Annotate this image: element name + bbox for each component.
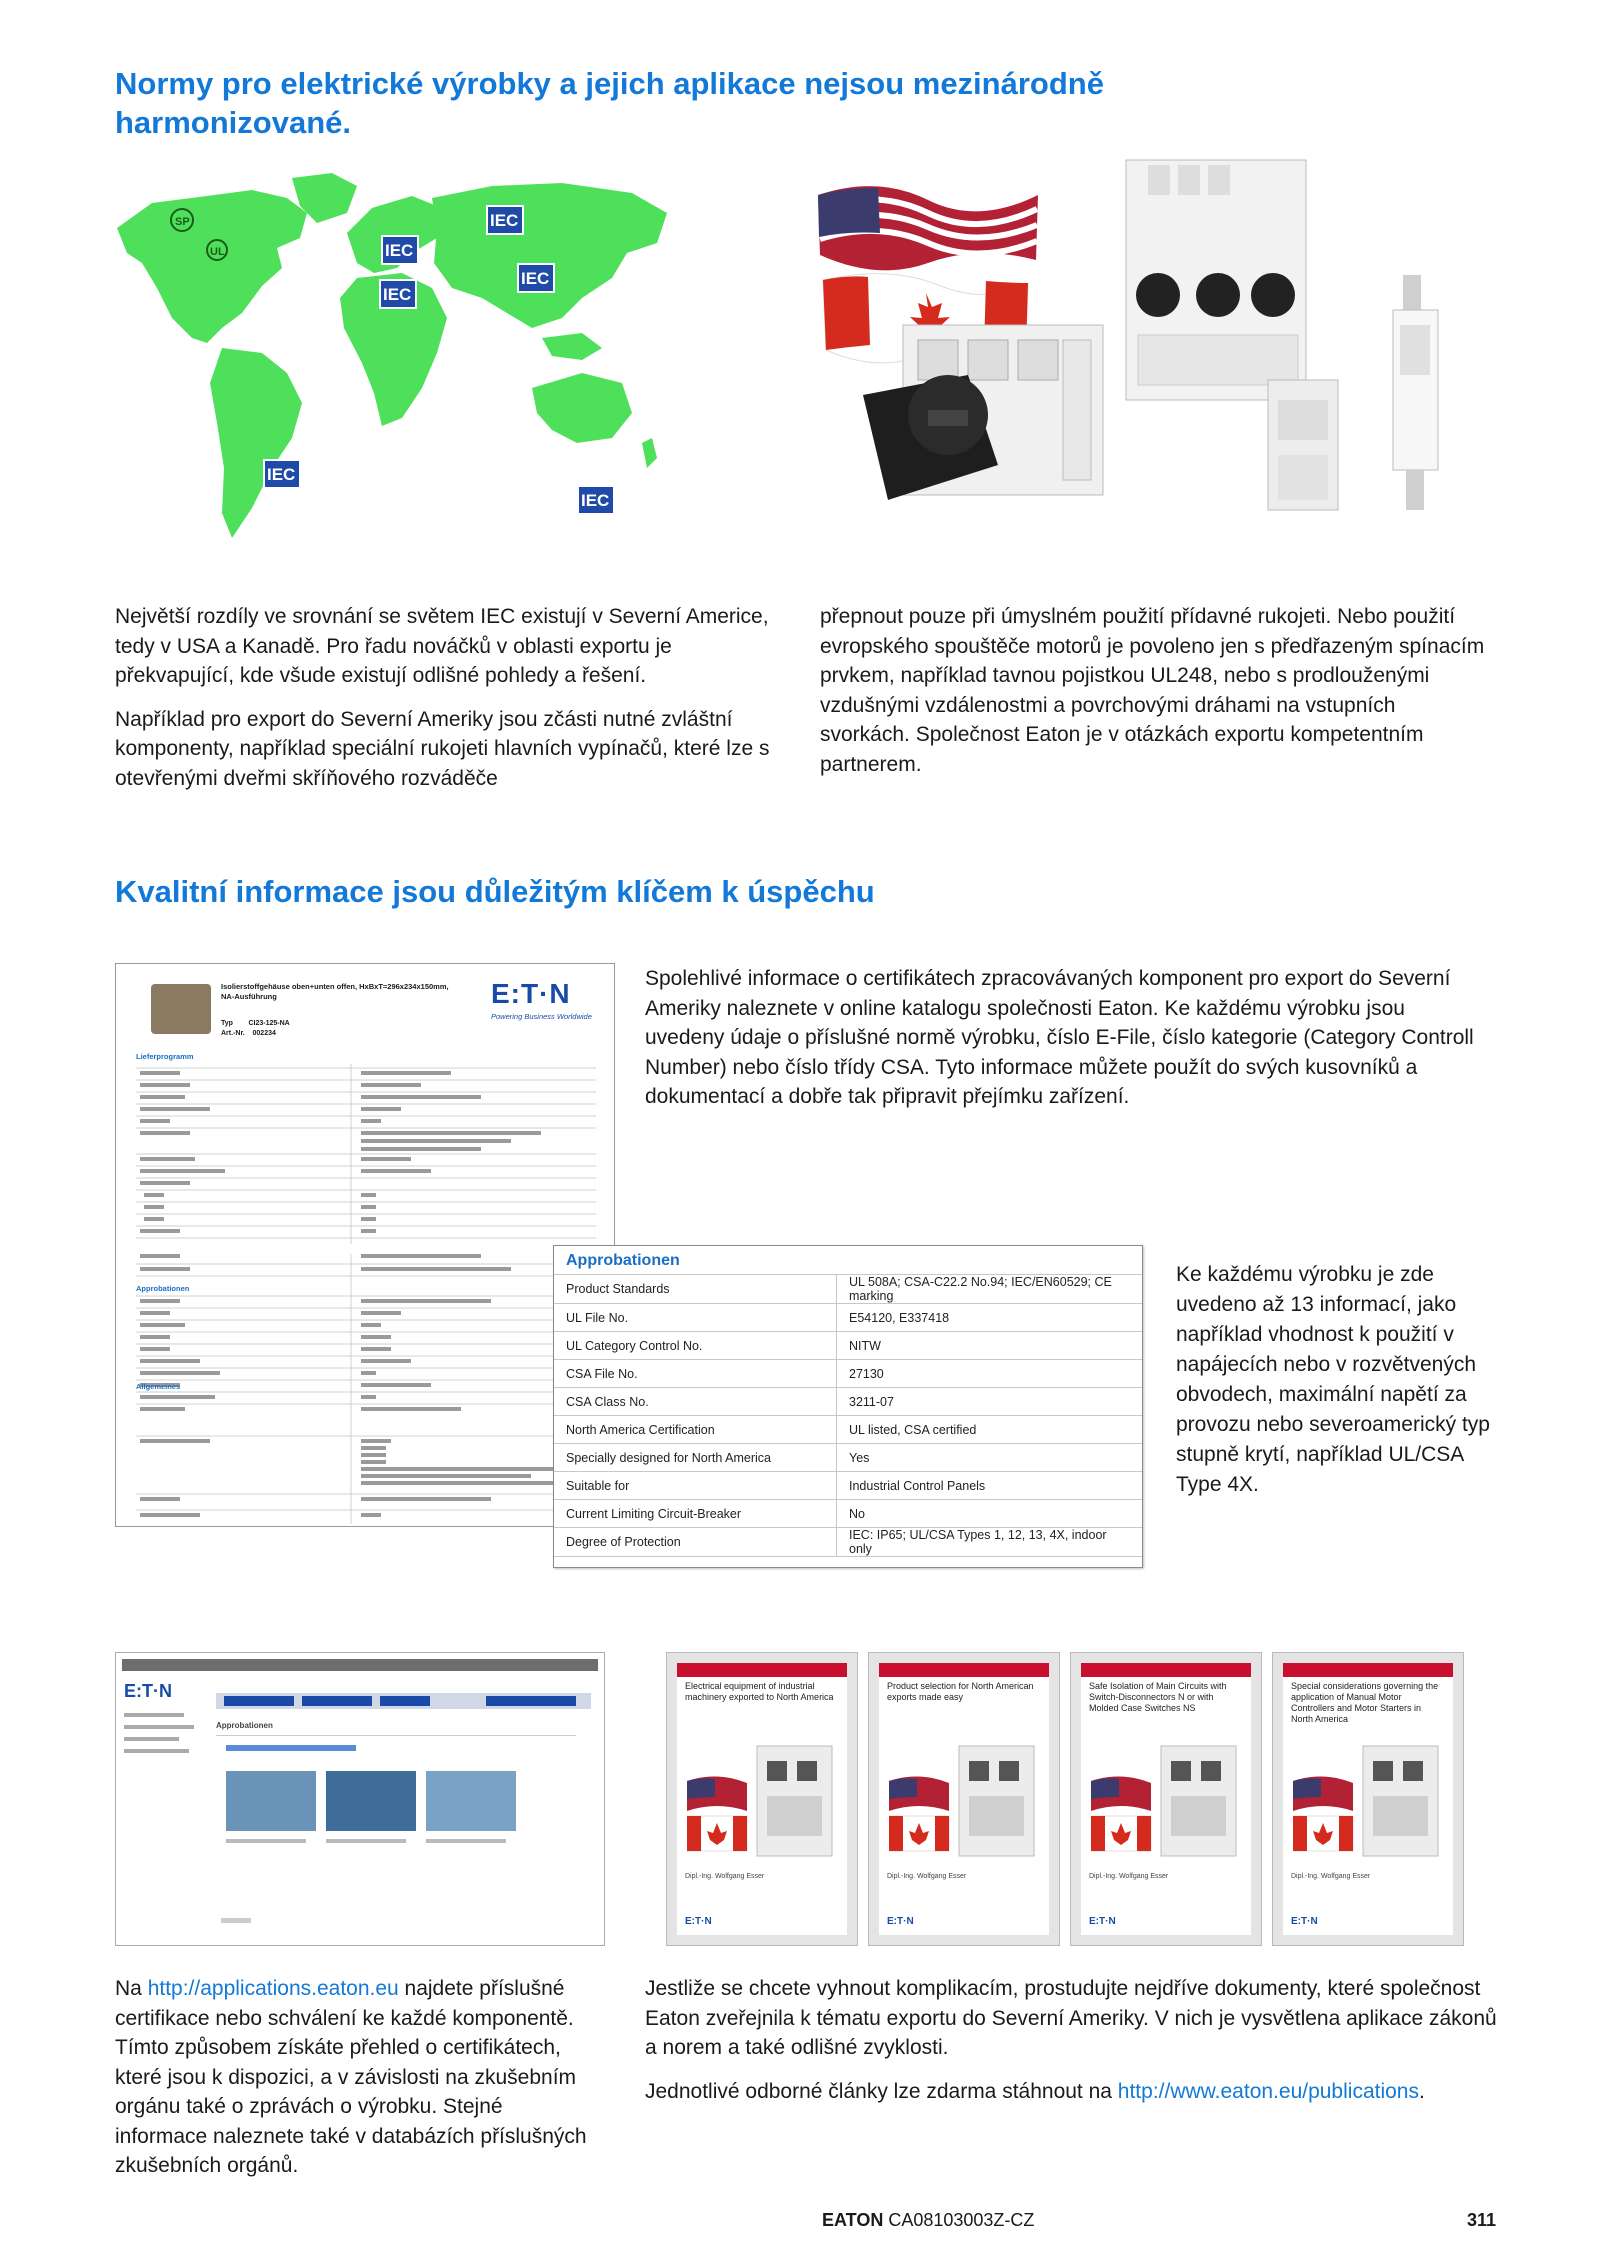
approbationen-label: Current Limiting Circuit-Breaker bbox=[554, 1500, 837, 1528]
publication-author: Dipl.-Ing. Wolfgang Esser bbox=[1291, 1873, 1371, 1880]
datasheet-title: Isolierstoffgehäuse oben+unten offen, HxBxT=296x234x150mm, NA-Ausführung bbox=[221, 982, 449, 1001]
approbationen-row bbox=[554, 1332, 1142, 1360]
publication-page bbox=[1081, 1663, 1251, 1935]
catalog-info-text: Spolehlivé informace o certifikátech zpracovávaných komponent pro export do Severní Ameriky naleznete v online katalogu společnosti Eaton. Ke každému výrobku jsou uvedeny údaje o příslušné normě výrobku, číslo E-File, číslo kategorie (Category Controll Number) nebo číslo třídy CSA. Tyto informace můžete použít do svých kusovníků a dokumentací a dobře tak připravit přejímku zařízení. bbox=[645, 967, 1474, 1108]
website-section: Approbationen bbox=[216, 1721, 273, 1730]
publication-header bbox=[1081, 1663, 1251, 1677]
publication-header bbox=[879, 1663, 1049, 1677]
publications-link[interactable]: http://www.eaton.eu/publications bbox=[1117, 2079, 1419, 2103]
publication-page bbox=[879, 1663, 1049, 1935]
datasheet-thumbnail bbox=[115, 963, 615, 1527]
svg-text:IEC: IEC bbox=[581, 491, 610, 510]
motor-starter-image bbox=[1126, 160, 1306, 400]
side-note bbox=[1176, 1260, 1496, 1514]
approbationen-label: UL Category Control No. bbox=[554, 1332, 837, 1360]
page-heading: Normy pro elektrické výrobky a jejich aplikace nejsou mezinárodně harmonizované. bbox=[115, 66, 1104, 140]
footer-doc bbox=[822, 2210, 1034, 2231]
svg-text:SP: SP bbox=[175, 216, 190, 228]
approbationen-row bbox=[554, 1444, 1142, 1472]
approbationen-table bbox=[553, 1245, 1143, 1568]
bottom-right bbox=[645, 1974, 1500, 2120]
approbationen-value: UL listed, CSA certified bbox=[837, 1416, 1143, 1444]
approbationen-title: Approbationen bbox=[566, 1252, 680, 1269]
website-image bbox=[326, 1771, 416, 1831]
approbationen-value: Yes bbox=[837, 1444, 1143, 1472]
publication-cover[interactable] bbox=[868, 1652, 1060, 1946]
fuse-image bbox=[1393, 275, 1438, 510]
approbationen-value: IEC: IP65; UL/CSA Types 1, 12, 13, 4X, indoor only bbox=[837, 1528, 1143, 1557]
intro-left bbox=[115, 602, 795, 807]
publication-header bbox=[677, 1663, 847, 1677]
eaton-logo: E:T·N bbox=[1291, 1916, 1318, 1927]
approbationen-value: 27130 bbox=[837, 1360, 1143, 1388]
publication-title: Special considerations governing the application of Manual Motor Controllers and Motor Starters in North America bbox=[1291, 1681, 1439, 1724]
datasheet-rows bbox=[136, 1064, 596, 1244]
svg-text:IEC: IEC bbox=[490, 211, 519, 230]
approbationen-row bbox=[554, 1416, 1142, 1444]
publication-cover[interactable] bbox=[666, 1652, 858, 1946]
approbationen-row bbox=[554, 1500, 1142, 1528]
applications-link[interactable]: http://applications.eaton.eu bbox=[147, 1977, 399, 2000]
enclosure-image bbox=[151, 984, 211, 1034]
approbationen-value: 3211-07 bbox=[837, 1388, 1143, 1416]
datasheet-rows bbox=[136, 1254, 596, 1524]
approbationen-label: Product Standards bbox=[554, 1275, 837, 1304]
browser-bar bbox=[122, 1659, 598, 1671]
intro-paragraph: Například pro export do Severní Ameriky jsou zčásti nutné zvláštní komponenty, například speciální rukojeti hlavních vypínačů, které lze s otevřenými dveřmi skříňového rozváděče bbox=[115, 707, 770, 790]
publication-image bbox=[1293, 1741, 1443, 1861]
publication-cover[interactable] bbox=[1070, 1652, 1262, 1946]
approbationen-label: Suitable for bbox=[554, 1472, 837, 1500]
publication-header bbox=[1283, 1663, 1453, 1677]
eaton-logo: E:T·N bbox=[685, 1916, 712, 1927]
catalog-info bbox=[645, 964, 1490, 1126]
eaton-logo: E:T·N bbox=[887, 1916, 914, 1927]
section-heading: Kvalitní informace jsou důležitým klíčem k úspěchu bbox=[115, 874, 875, 909]
publication-image bbox=[1091, 1741, 1241, 1861]
iec-badge-icon bbox=[382, 236, 418, 264]
datasheet-section: Lieferprogramm bbox=[136, 1052, 194, 1061]
svg-text:IEC: IEC bbox=[383, 285, 412, 304]
product-photo bbox=[808, 155, 1508, 555]
intro-paragraph: Největší rozdíly ve srovnání se světem IEC existují v Severní Americe, tedy v USA a Kanadě. Pro řadu nováčků v oblasti exportu je překvapující, kde všude existují odlišné pohledy a řešení. bbox=[115, 605, 769, 687]
website-navbar bbox=[216, 1693, 591, 1709]
approbationen-value: E54120, E337418 bbox=[837, 1304, 1143, 1332]
world-map bbox=[112, 168, 672, 578]
approbationen-row bbox=[554, 1388, 1142, 1416]
publication-title: Electrical equipment of industrial machinery exported to North America bbox=[685, 1681, 834, 1702]
new-zealand-shape bbox=[642, 438, 657, 468]
side-note-text: Ke každému výrobku je zde uvedeno až 13 informací, jako například vhodnost k použití v napájecích nebo v rozvětvených obvodech, maximální napětí za provozu nebo severoamerický typ stupně krytí, například UL/CSA Type 4X. bbox=[1176, 1263, 1490, 1496]
datasheet-section: Approbationen bbox=[136, 1284, 190, 1293]
eaton-logo: E:T·N bbox=[1089, 1916, 1116, 1927]
datasheet-type: Typ CI23-125-NA Art.-Nr. 002234 bbox=[221, 1020, 290, 1037]
approbationen-row bbox=[554, 1304, 1142, 1332]
eaton-tagline: Powering Business Worldwide bbox=[491, 1012, 592, 1021]
website-image bbox=[226, 1771, 316, 1831]
bottom-right-text: Jestliže se chcete vyhnout komplikacím, prostudujte nejdříve dokumenty, které společnost Eaton zveřejnila k tématu exportu do Severní Ameriky. V nich je vysvětlena aplikace zákonů a norem a také odlišné zvyklosti. bbox=[645, 1977, 1497, 2059]
iec-badge-icon bbox=[518, 264, 554, 292]
south-america-shape bbox=[210, 348, 302, 538]
approbationen-row bbox=[554, 1528, 1142, 1557]
approbationen-value: Industrial Control Panels bbox=[837, 1472, 1143, 1500]
publication-image bbox=[687, 1741, 837, 1861]
publication-title: Safe Isolation of Main Circuits with Switch-Disconnectors N or with Molded Case Switches NS bbox=[1089, 1681, 1227, 1713]
australia-shape bbox=[532, 373, 632, 443]
iec-badge-icon bbox=[487, 206, 523, 234]
svg-text:IEC: IEC bbox=[521, 269, 550, 288]
publication-author: Dipl.-Ing. Wolfgang Esser bbox=[685, 1873, 765, 1880]
publication-page bbox=[677, 1663, 847, 1935]
approbationen-label: CSA Class No. bbox=[554, 1388, 837, 1416]
footer-brand: EATON bbox=[822, 2210, 884, 2230]
iec-badge-icon bbox=[264, 460, 300, 488]
north-america-shape bbox=[117, 190, 307, 343]
fuse-holder-image bbox=[1268, 380, 1338, 510]
bottom-left-text: Na http://applications.eaton.eu najdete příslušné certifikace nebo schválení ke každé komponentě. Tímto způsobem získáte přehled o certifikátech, které jsou k dispozici, a v závislosti na zkušebním orgánu také o zprávách o výrobku. Stejné informace naleznete také v databázích příslušných zkušebních orgánů. bbox=[115, 1977, 587, 2177]
intro-right bbox=[820, 602, 1490, 793]
us-flag-icon bbox=[818, 186, 1038, 270]
publication-image bbox=[889, 1741, 1039, 1861]
iec-badge-icon bbox=[578, 486, 614, 514]
iec-badge-icon bbox=[380, 280, 416, 308]
bottom-right-text: Jednotlivé odborné články lze zdarma stáhnout na http://www.eaton.eu/publications. bbox=[645, 2079, 1425, 2103]
datasheet-section: Allgemeines bbox=[136, 1382, 181, 1391]
se-asia-shape bbox=[542, 333, 602, 360]
approbationen-row bbox=[554, 1360, 1142, 1388]
approbationen-grid bbox=[554, 1274, 1142, 1557]
website-image bbox=[426, 1771, 516, 1831]
page-number: 311 bbox=[1467, 2210, 1497, 2230]
website-sidebar bbox=[124, 1713, 214, 1783]
publication-author: Dipl.-Ing. Wolfgang Esser bbox=[1089, 1873, 1169, 1880]
approbationen-row bbox=[554, 1275, 1142, 1304]
approbationen-value: NITW bbox=[837, 1332, 1143, 1360]
publication-page bbox=[1283, 1663, 1453, 1935]
publication-author: Dipl.-Ing. Wolfgang Esser bbox=[887, 1873, 967, 1880]
approbationen-value: No bbox=[837, 1500, 1143, 1528]
website-screenshot bbox=[115, 1652, 605, 1946]
eaton-logo: E:T·N bbox=[124, 1681, 172, 1701]
publication-cover[interactable] bbox=[1272, 1652, 1464, 1946]
approbationen-label: North America Certification bbox=[554, 1416, 837, 1444]
approbationen-value: UL 508A; CSA-C22.2 No.94; IEC/EN60529; CE marking bbox=[837, 1275, 1143, 1304]
svg-text:UL: UL bbox=[210, 246, 225, 258]
approbationen-label: Specially designed for North America bbox=[554, 1444, 837, 1472]
intro-paragraph: přepnout pouze při úmyslném použití přídavné rukojeti. Nebo použití evropského spouštěče motorů je povoleno jen s předřazeným spínacím prvkem, například tavnou pojistkou UL248, nebo s prodlouženými vzdušnými vzdálenostmi a povrchovými dráhami na vstupních svorkách. Společnost Eaton je v otázkách exportu kompetentním partnerem. bbox=[820, 605, 1485, 776]
approbationen-label: Degree of Protection bbox=[554, 1528, 837, 1557]
bottom-left bbox=[115, 1974, 595, 2195]
approbationen-label: UL File No. bbox=[554, 1304, 837, 1332]
eaton-logo: E:T·N bbox=[491, 978, 571, 1009]
approbationen-row bbox=[554, 1472, 1142, 1500]
publication-title: Product selection for North American exports made easy bbox=[887, 1681, 1034, 1702]
svg-text:IEC: IEC bbox=[267, 465, 296, 484]
footer-code: CA08103003Z-CZ bbox=[883, 2210, 1035, 2230]
asia-shape bbox=[432, 183, 667, 328]
svg-text:IEC: IEC bbox=[385, 241, 414, 260]
approbationen-label: CSA File No. bbox=[554, 1360, 837, 1388]
